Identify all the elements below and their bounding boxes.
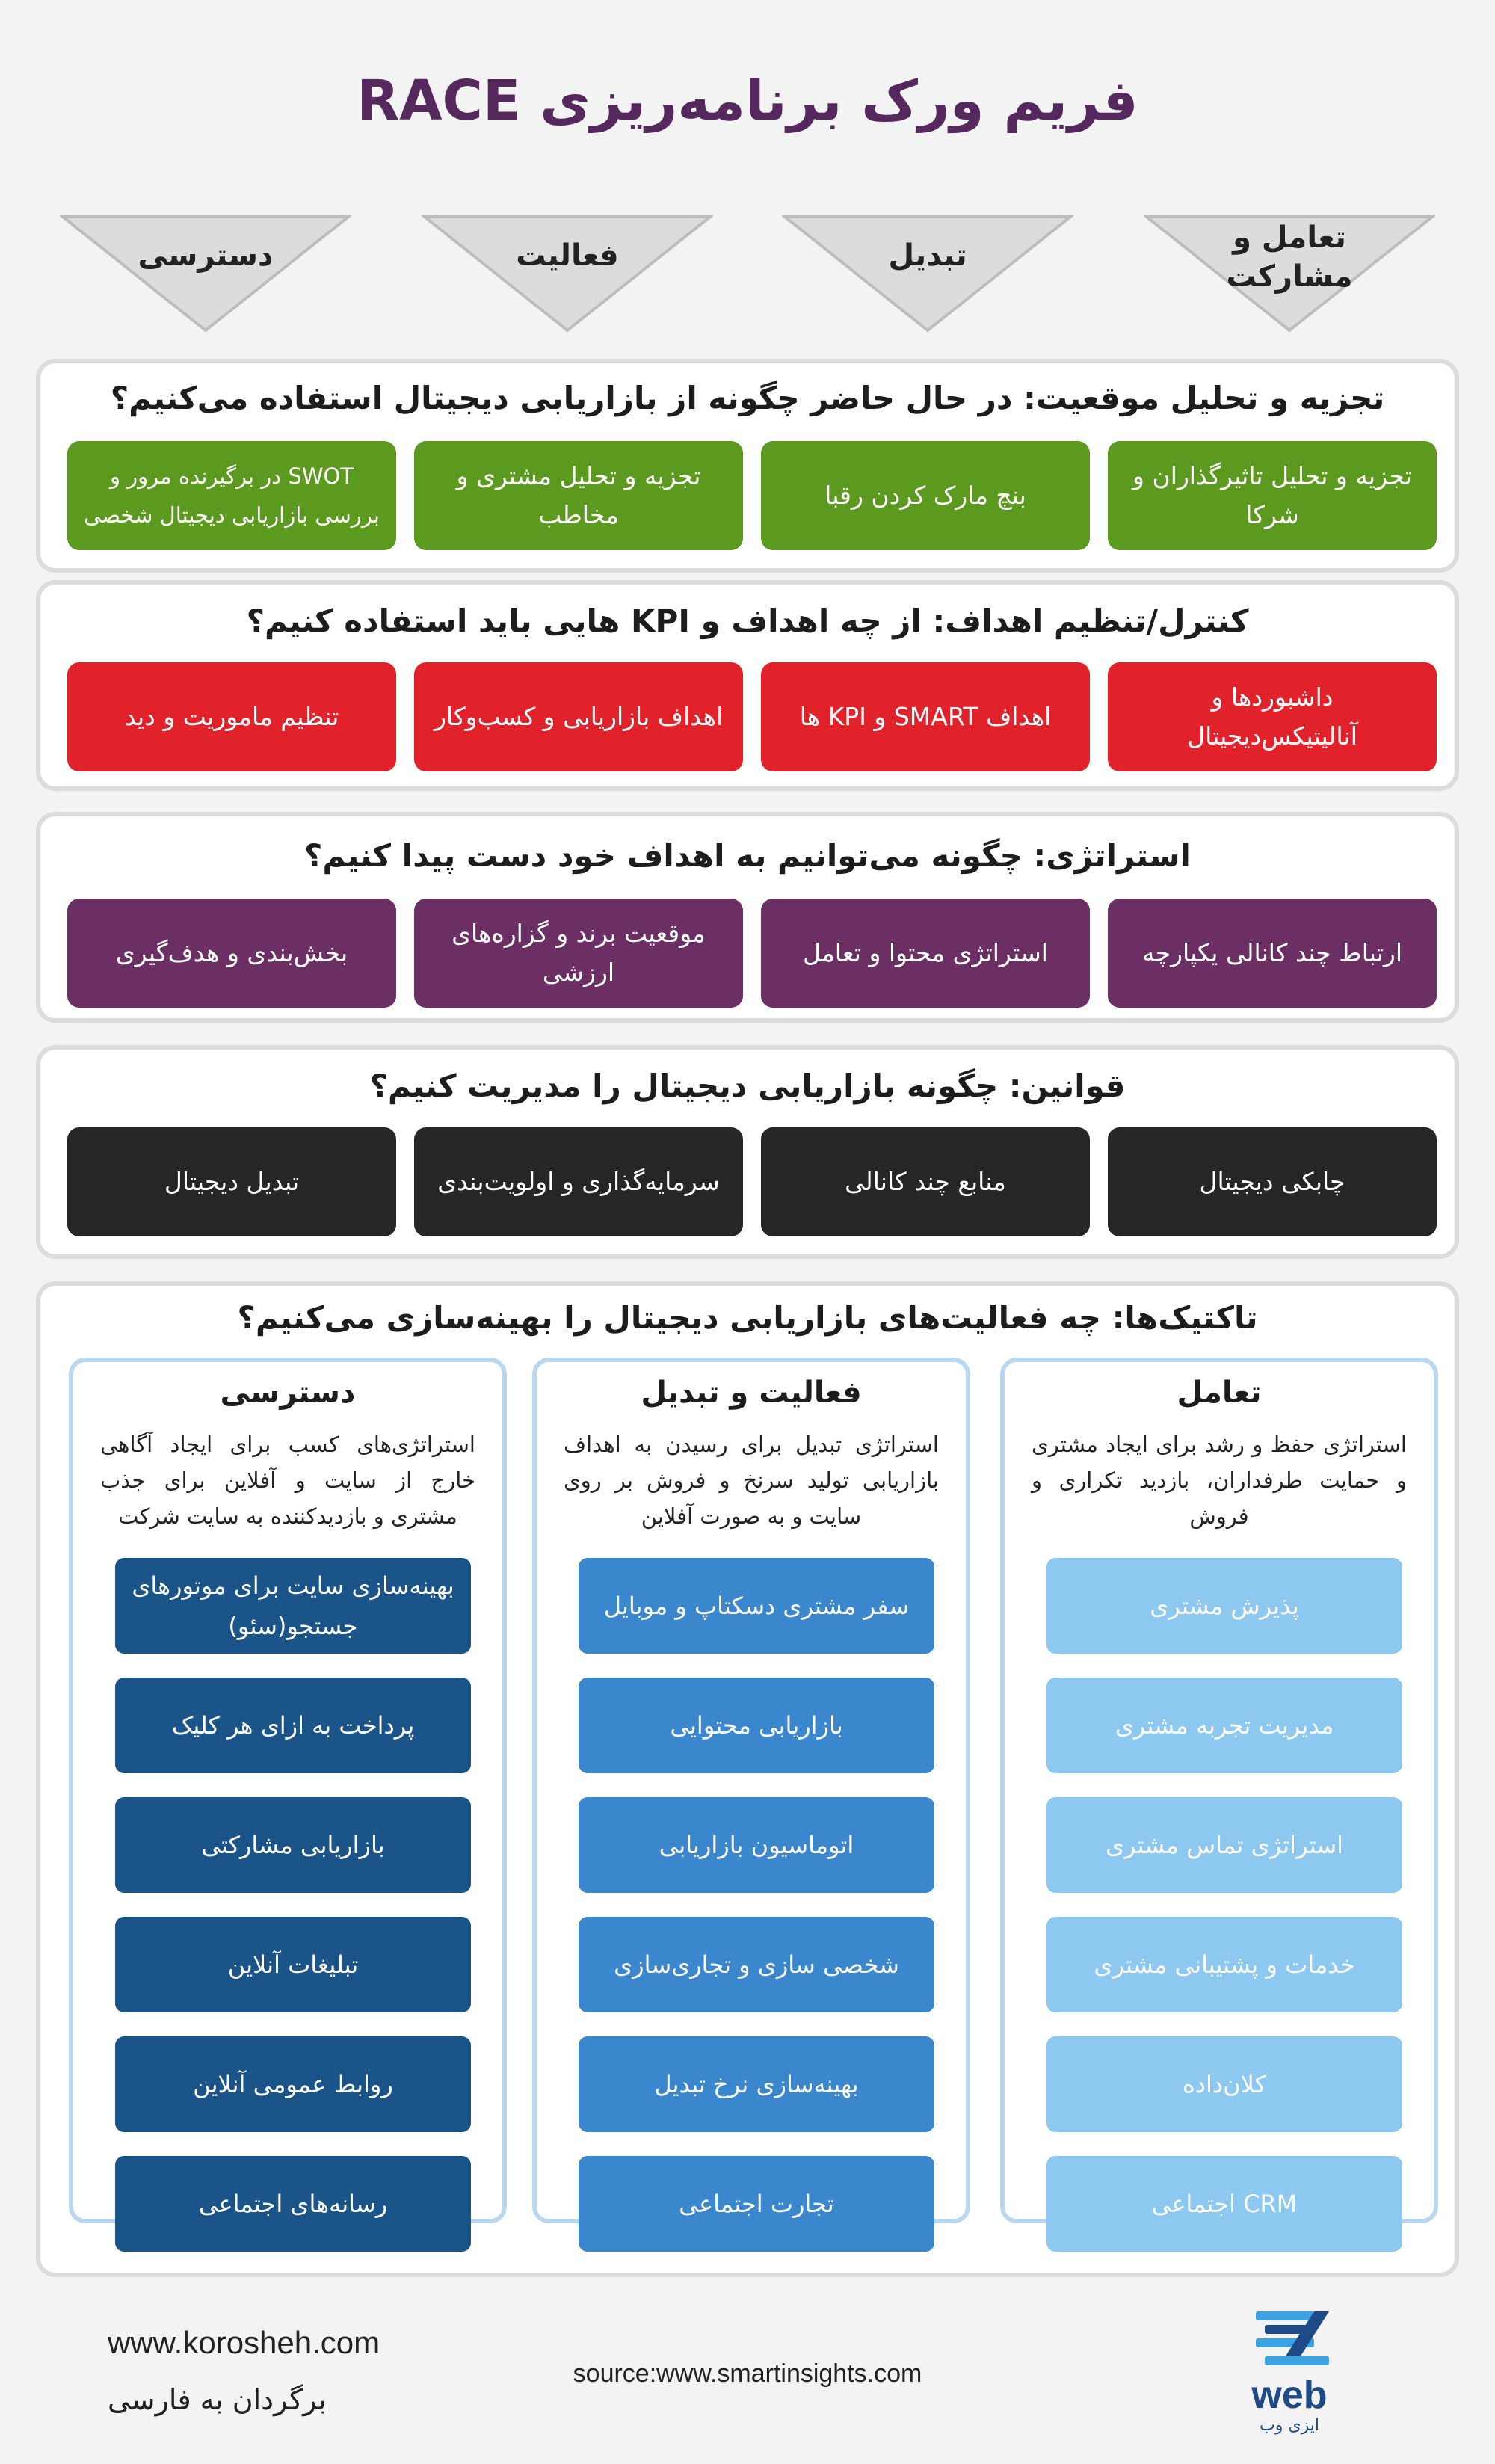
card: بخش‌بندی و هدف‌گیری	[67, 899, 396, 1008]
tactic-item: رسانه‌های اجتماعی	[115, 2156, 471, 2252]
tactic-item: پرداخت به ازای هر کلیک	[115, 1678, 471, 1773]
card: تجزیه و تحلیل مشتری و مخاطب	[414, 441, 743, 550]
column-description: استراتژی حفظ و رشد برای ایجاد مشتری و حمایت طرفداران، بازدید تکراری و فروش	[1032, 1432, 1407, 1529]
tactic-item: بازاریابی محتوایی	[579, 1678, 934, 1773]
card: ارتباط چند کانالی یکپارچه	[1108, 899, 1437, 1008]
card-row	[58, 441, 1437, 550]
tactic-item: استراتژی تماس مشتری	[1046, 1797, 1402, 1893]
section-question: تاکتیک‌ها: چه فعالیت‌های بازاریابی دیجیتال را بهینه‌سازی می‌کنیم؟	[237, 1299, 1258, 1336]
tactic-item: سفر مشتری دسکتاپ و موبایل	[579, 1558, 934, 1654]
tactic-item: بازاریابی مشارکتی	[115, 1797, 471, 1893]
card: سرمایه‌گذاری و اولویت‌بندی	[414, 1127, 743, 1236]
tactic-item: بهینه‌سازی سایت برای موتورهای جستجو(سئو)	[115, 1558, 471, 1654]
phase-reach	[60, 214, 351, 333]
card: تبدیل دیجیتال	[67, 1127, 396, 1236]
tactic-item: مدیریت تجربه مشتری	[1046, 1678, 1402, 1773]
section-strategy	[36, 812, 1459, 1023]
tactic-item: پذیرش مشتری	[1046, 1558, 1402, 1654]
tactic-item: CRM اجتماعی	[1046, 2156, 1402, 2252]
phase-label: تبدیل	[888, 238, 967, 273]
section-question: تجزیه و تحلیل موقعیت: در حال حاضر چگونه از بازاریابی دیجیتال استفاده می‌کنیم؟	[110, 380, 1385, 416]
card: اهداف بازاریابی و کسب‌وکار	[414, 662, 743, 771]
card: بنچ مارک کردن رقبا	[761, 441, 1090, 550]
column-title: تعامل	[1177, 1376, 1262, 1410]
phase-label: فعالیت	[516, 238, 619, 273]
phase-act	[422, 214, 713, 333]
tactic-item: شخصی سازی و تجاری‌سازی	[579, 1917, 934, 2012]
phase-engage	[1144, 214, 1435, 333]
tactics-column-reach	[69, 1358, 507, 2223]
phase-convert	[782, 214, 1073, 333]
section-question: قوانین: چگونه بازاریابی دیجیتال را مدیریت کنیم؟	[369, 1068, 1126, 1104]
section-question: کنترل/تنظیم اهداف: از چه اهداف و KPI هایی باید استفاده کنیم؟	[246, 603, 1249, 639]
card-row	[58, 899, 1437, 1008]
website-link[interactable]: www.korosheh.com	[108, 2325, 380, 2360]
translation-note: برگردان به فارسی	[108, 2383, 327, 2416]
tactics-column-engage	[1000, 1358, 1438, 2223]
logo-icon	[1226, 2307, 1353, 2374]
card: SWOT در برگیرنده مرور و بررسی بازاریابی دیجیتال شخصی	[67, 441, 396, 550]
card: تنظیم ماموریت و دید	[67, 662, 396, 771]
phase-label: تعامل و مشارکت	[1226, 221, 1353, 294]
tactics-column-act-convert	[532, 1358, 970, 2223]
column-description: استراتژی‌های کسب برای ایجاد آگاهی خارج از سایت و آفلاین برای جذب مشتری و بازدیدکننده به سایت شرکت	[100, 1432, 475, 1529]
section-governance	[36, 1045, 1459, 1259]
card: داشبوردها و آنالیتیکس‌دیجیتال	[1108, 662, 1437, 771]
card-row	[58, 1127, 1437, 1236]
tactic-item: روابط عمومی آنلاین	[115, 2036, 471, 2132]
card: چابکی دیجیتال	[1108, 1127, 1437, 1236]
tactic-item: کلان‌داده	[1046, 2036, 1402, 2132]
section-objectives	[36, 580, 1459, 791]
section-tactics	[36, 1281, 1459, 2277]
tactic-item: بهینه‌سازی نرخ تبدیل	[579, 2036, 934, 2132]
logo-wordmark: web	[1251, 2374, 1328, 2417]
tactic-item: تبلیغات آنلاین	[115, 1917, 471, 2012]
card: تجزیه و تحلیل تاثیرگذاران و شرکا	[1108, 441, 1437, 550]
card: استراتژی محتوا و تعامل	[761, 899, 1090, 1008]
column-title: دسترسی	[220, 1376, 356, 1410]
section-question: استراتژی: چگونه می‌توانیم به اهداف خود دست پیدا کنیم؟	[304, 837, 1191, 874]
tactic-item: اتوماسیون بازاریابی	[579, 1797, 934, 1893]
page-title: فریم ورک برنامه‌ریزی RACE	[357, 69, 1138, 133]
source-credit: source:www.smartinsights.com	[573, 2359, 922, 2388]
tactic-item: تجارت اجتماعی	[579, 2156, 934, 2252]
column-title: فعالیت و تبدیل	[641, 1376, 862, 1410]
section-situation-analysis	[36, 359, 1459, 573]
tactic-item: خدمات و پشتیبانی مشتری	[1046, 1917, 1402, 2012]
phase-arrows	[60, 214, 1435, 333]
card: موقعیت برند و گزاره‌های ارزشی	[414, 899, 743, 1008]
card: منابع چند کانالی	[761, 1127, 1090, 1236]
column-description: استراتژی تبدیل برای رسیدن به اهداف بازاریابی تولید سرنخ و فروش بر روی سایت و به صورت آفلاین	[564, 1432, 939, 1529]
logo-subtitle: ایزی وب	[1260, 2416, 1319, 2435]
card: اهداف SMART و KPI ها	[761, 662, 1090, 771]
ezweb-logo	[1226, 2307, 1353, 2435]
card-row	[58, 662, 1437, 771]
phase-label: دسترسی	[138, 238, 274, 273]
